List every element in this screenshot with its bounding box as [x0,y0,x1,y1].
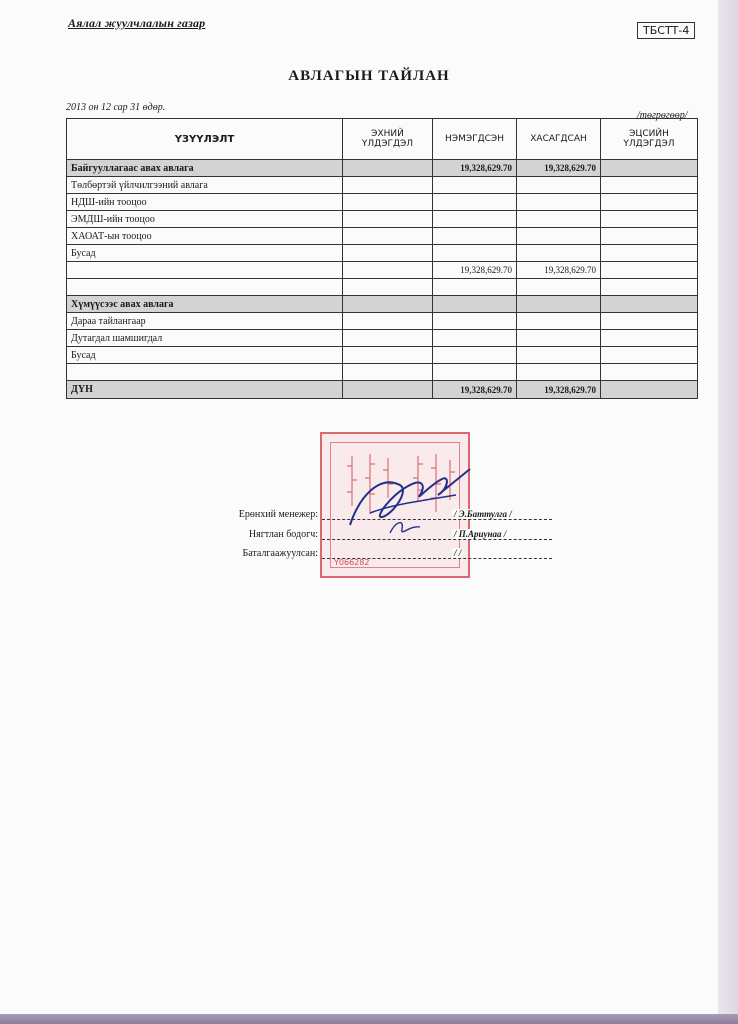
cell-decreased [517,177,601,194]
cell-opening [343,381,433,399]
cell-opening [343,296,433,313]
table-row [67,228,698,245]
table-row [67,245,698,262]
column-header-indicator: ҮЗҮҮЛЭЛТ [67,119,343,160]
column-header-decreased: ХАСАГДСАН [517,119,601,160]
cell-opening [343,347,433,364]
cell-decreased: 19,328,629.70 [517,381,601,399]
signature-role: Ерөнхий менежер: [238,509,318,520]
table-row [67,279,698,296]
cell-increased [433,177,517,194]
signature-role: Нягтлан бодогч: [248,529,318,540]
report-title: АВЛАГЫН ТАЙЛАН [288,68,450,84]
table-row [67,347,698,364]
row-label: Бусад [67,245,343,262]
signature-name: / / [454,548,462,558]
table-header-row [67,119,698,160]
row-label: Байгууллагаас авах авлага [67,160,343,177]
cell-increased: 19,328,629.70 [433,381,517,399]
cell-closing [601,381,698,399]
cell-decreased [517,330,601,347]
row-label: Бусад [67,347,343,364]
row-label [67,262,343,279]
cell-closing [601,211,698,228]
cell-increased [433,194,517,211]
row-label: ДҮН [67,381,343,399]
cell-increased: 19,328,629.70 [433,160,517,177]
cell-closing [601,296,698,313]
cell-opening [343,279,433,296]
cell-increased [433,228,517,245]
cell-decreased [517,347,601,364]
column-header-opening: ЭХНИЙ ҮЛДЭГДЭЛ [343,119,433,160]
row-label [67,279,343,296]
signature-row-verified [214,548,554,562]
cell-opening [343,160,433,177]
row-label: Дараа тайлангаар [67,313,343,330]
table-row [67,194,698,211]
handwritten-signature [330,455,480,545]
cell-increased [433,364,517,381]
row-label: НДШ-ийн тооцоо [67,194,343,211]
stamp-number: Ү066282 [334,558,370,567]
signature-line [322,558,552,559]
receivables-table [66,118,698,399]
cell-increased [433,296,517,313]
cell-increased [433,245,517,262]
table-row [67,330,698,347]
table-row [67,160,698,177]
currency-note: /төгрөгөөр/ [637,110,688,121]
row-label: ХАОАТ-ын тооцоо [67,228,343,245]
report-date: 2013 он 12 сар 31 өдөр. [66,102,166,113]
cell-closing [601,177,698,194]
agency-name: Аялал жуулчлалын газар [68,16,206,30]
cell-opening [343,330,433,347]
cell-increased [433,279,517,296]
cell-closing [601,347,698,364]
table-row [67,296,698,313]
cell-closing [601,194,698,211]
cell-increased [433,211,517,228]
cell-closing [601,330,698,347]
table-row [67,262,698,279]
cell-opening [343,228,433,245]
cell-opening [343,245,433,262]
cell-decreased [517,228,601,245]
table-row [67,364,698,381]
cell-increased [433,330,517,347]
cell-opening [343,364,433,381]
cell-closing [601,262,698,279]
scan-edge-bottom [0,1014,738,1024]
cell-decreased [517,313,601,330]
row-label: Хүмүүсээс авах авлага [67,296,343,313]
cell-opening [343,177,433,194]
cell-decreased [517,364,601,381]
cell-decreased [517,245,601,262]
scan-edge-right [718,0,738,1024]
signature-role: Баталгаажуулсан: [242,548,318,559]
cell-decreased [517,194,601,211]
cell-increased: 19,328,629.70 [433,262,517,279]
table-row [67,313,698,330]
cell-decreased [517,211,601,228]
column-header-closing: ЭЦСИЙН ҮЛДЭГДЭЛ [601,119,698,160]
cell-closing [601,228,698,245]
cell-opening [343,262,433,279]
cell-decreased [517,279,601,296]
row-label: Төлбөртэй үйлчилгээний авлага [67,177,343,194]
row-label: Дутагдал шамшигдал [67,330,343,347]
row-label: ЭМДШ-ийн тооцоо [67,211,343,228]
cell-opening [343,194,433,211]
cell-closing [601,245,698,262]
form-code-box: ТБСТТ-4 [637,22,695,39]
table-row [67,177,698,194]
cell-closing [601,313,698,330]
cell-decreased [517,296,601,313]
row-label [67,364,343,381]
cell-decreased: 19,328,629.70 [517,262,601,279]
cell-increased [433,313,517,330]
cell-decreased: 19,328,629.70 [517,160,601,177]
cell-closing [601,279,698,296]
column-header-increased: НЭМЭГДСЭН [433,119,517,160]
cell-opening [343,313,433,330]
table-row [67,211,698,228]
cell-opening [343,211,433,228]
cell-closing [601,160,698,177]
cell-closing [601,364,698,381]
signature-name: / Э.Баттулга / [454,509,512,519]
signature-name: / П.Ариунаа / [454,529,507,539]
total-row [67,381,698,399]
cell-increased [433,347,517,364]
